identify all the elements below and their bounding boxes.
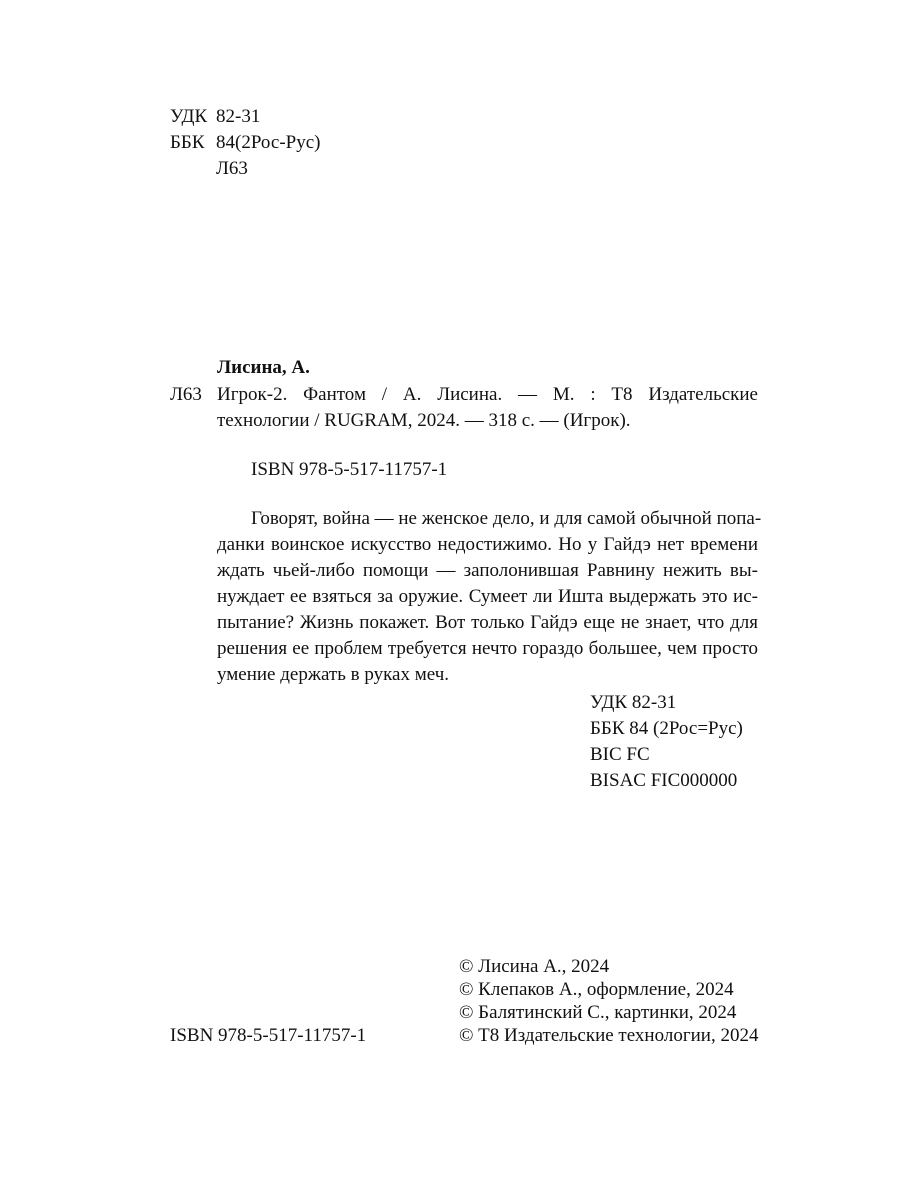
annotation-line: пытание? Жизнь покажет. Вот только Гайдэ еще не знает, что для [217,612,758,633]
copyright-line: © Клепаков А., оформление, 2024 [459,979,734,1000]
copyright-line: © Т8 Издательские технологии, 2024 [459,1025,759,1046]
author-sign-top: Л63 [216,158,248,179]
annotation-line: решения ее проблем требуется нечто гораздо большее, чем просто [217,638,758,659]
classification-udk: УДК 82-31 [590,692,677,713]
annotation-line: данки воинское искусство недостижимо. Но у Гайдэ нет времени [217,534,758,555]
copyright-block [459,955,758,1047]
udk-value: 82-31 [216,106,261,127]
annotation-line: ждать чьей-либо помощи — заполонившая Равнину нежить вы- [217,560,758,581]
bbk-label: ББК [170,132,205,153]
record-author-sign: Л63 [170,384,202,405]
classification-bbk: ББК 84 (2Рос=Рус) [590,718,743,739]
annotation-line: Говорят, война — не женское дело, и для самой обычной попа- [251,508,762,529]
copyright-line: © Лисина А., 2024 [459,956,610,977]
annotation [217,506,762,688]
classification-bisac: BISAC FIC000000 [590,770,738,791]
biblio-line: технологии / RUGRAM, 2024. — 318 с. — (Игрок). [217,410,631,431]
bottom-isbn: ISBN 978-5-517-11757-1 [170,1025,367,1046]
record-isbn: ISBN 978-5-517-11757-1 [251,459,448,480]
classification-bic: BIC FC [590,744,650,765]
record-author: Лисина, А. [217,357,310,378]
biblio-line: Игрок-2. Фантом / А. Лисина. — М. : Т8 Издательские [217,384,758,405]
annotation-line: нуждает ее взяться за оружие. Сумеет ли Ишта выдержать это ис- [217,586,758,607]
bbk-row [170,130,320,156]
annotation-line: умение держать в руках меч. [217,664,449,685]
bibliographic-description [217,382,758,434]
top-index-block [170,104,320,182]
udk-row [170,104,320,130]
bbk-value: 84(2Рос-Рус) [216,132,321,153]
copyright-line: © Балятинский С., картинки, 2024 [459,1002,737,1023]
udk-label: УДК [170,106,208,127]
classification-block [590,690,743,794]
